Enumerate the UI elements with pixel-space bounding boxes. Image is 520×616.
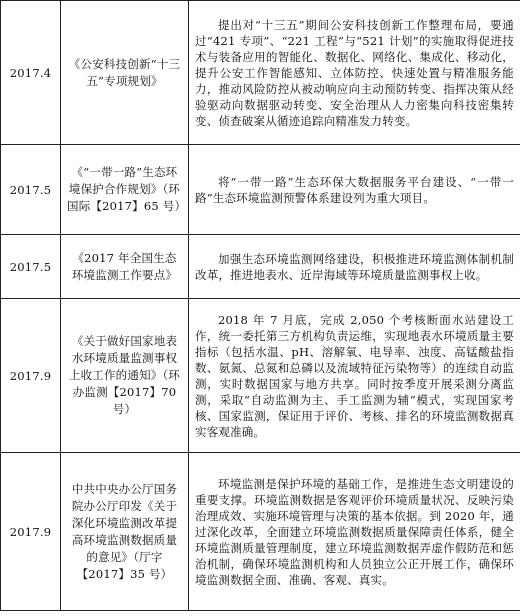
row-date: 2017.5 bbox=[1, 145, 61, 235]
row-date: 2017.4 bbox=[1, 1, 61, 145]
row-date: 2017.5 bbox=[1, 235, 61, 299]
table-row bbox=[1, 453, 520, 611]
row-content: 提出对“十三五”期间公安科技创新工作整理布局，要通过“421 专项”、“221 工程”与“521 计划”的实施取得促进技术与装备应用的智能化、数据化、网络化、集成化、移动化，提升公安工作智能感知、立体防控、快速处置与精准服务能力，推动风险防控从被动响应向主动预防转变、指挥决策从经验驱动向数据驱动转变、安全治理从人力密集向科技密集转变、侦查破案从循迹追踪向精准发力转变。 bbox=[189, 1, 520, 145]
row-document-title: 《“一带一路”生态环境保护合作规划》（环国际【2017】65 号） bbox=[61, 145, 189, 235]
row-date: 2017.9 bbox=[1, 299, 61, 453]
table-row bbox=[1, 299, 520, 453]
row-content: 加强生态环境监测网络建设，积极推进环境监测体制机制改革，推进地表水、近岸海域等环境质量监测事权上收。 bbox=[189, 235, 520, 299]
row-document-title: 中共中央办公厅国务院办公厅印发《关于深化环境监测改革提高环境监测数据质量的意见》（厅字【2017】35 号） bbox=[61, 453, 189, 611]
row-date: 2017.9 bbox=[1, 453, 61, 611]
row-content: 2018 年 7 月底，完成 2,050 个考核断面水站建设工作，统一委托第三方机构负责运维，实现地表水环境质量主要指标（包括水温、pH、溶解氧、电导率、浊度、高锰酸盐指数、氨氮、总氮和总磷以及流域特征污染物等）的连续自动监测，实时数据国家与地方共享。同时按季度开展采测分离监测，采取“自动监测为主、手工监测为辅”模式，实现国家考核、国家监测，保证用于评价、考核、排名的环境监测数据真实客观准确。 bbox=[189, 299, 520, 453]
row-document-title: 《关于做好国家地表水环境质量监测事权上收工作的通知》（环办监测【2017】70 号） bbox=[61, 299, 189, 453]
table-row bbox=[1, 145, 520, 235]
row-document-title: 《2017 年全国生态环境监测工作要点》 bbox=[61, 235, 189, 299]
table-row bbox=[1, 235, 520, 299]
row-document-title: 《公安科技创新“十三五”专项规划》 bbox=[61, 1, 189, 145]
table-row bbox=[1, 1, 520, 145]
row-content: 环境监测是保护环境的基础工作，是推进生态文明建设的重要支撑。环境监测数据是客观评价环境质量状况、反映污染治理成效、实施环境管理与决策的基本依据。到 2020 年，通过深化改革，全面建立环境监测数据质量保障责任体系，健全环境监测质量管理制度，建立环境监测数据弄虚作假防范和惩治机制，确保环境监测机构和人员独立公正开展工作，确保环境监测数据全面、准确、客观、真实。 bbox=[189, 453, 520, 611]
row-content: 将“一带一路”生态环保大数据服务平台建设、“一带一路”生态环境监测预警体系建设列为重大项目。 bbox=[189, 145, 520, 235]
